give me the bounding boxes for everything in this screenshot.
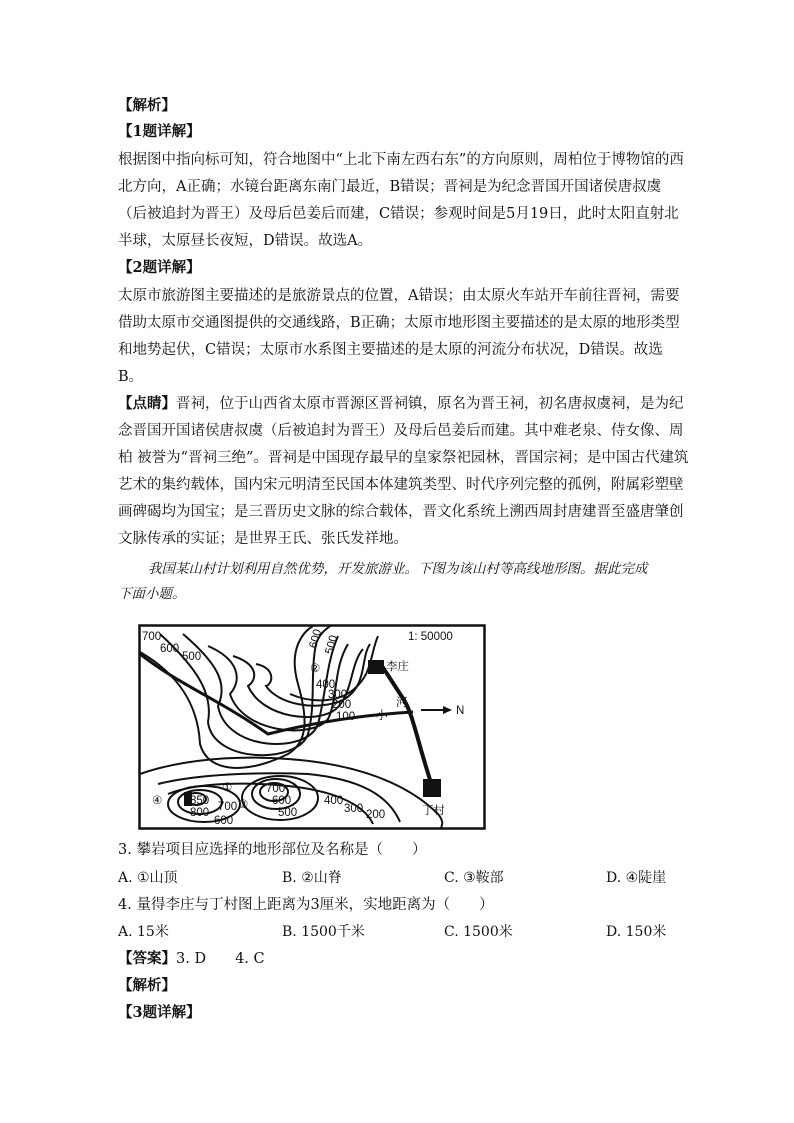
contour-label: 600 bbox=[160, 643, 180, 655]
answer-tag: 【答案】 bbox=[118, 950, 176, 967]
marker-2: ② bbox=[310, 663, 321, 675]
contour-label: 300 bbox=[344, 803, 364, 815]
river-label: 小 bbox=[376, 710, 388, 722]
tip-text-line: 柏 被誉为“晋祠三绝”。晋祠是中国现存最早的皇家祭祀园林，晋国宗祠；是中国古代建筑 bbox=[118, 450, 689, 466]
contour-label: 700 bbox=[142, 631, 162, 643]
analysis-header: 【解析】 bbox=[118, 977, 176, 994]
village-marker bbox=[423, 779, 441, 797]
question-4-stem: 4. 量得李庄与丁村图上距离为3厘米，实地距离为（ ） bbox=[118, 897, 494, 913]
tip-text: 晋祠，位于山西省太原市晋源区晋祠镇，原名为晋王祠，初名唐叔虞祠，是为纪 bbox=[176, 396, 684, 412]
village-label: 丁村 bbox=[422, 805, 445, 817]
tip-tag: 【点睛】 bbox=[118, 395, 176, 412]
tip-paragraph-line bbox=[118, 394, 684, 414]
question-3-stem: 3. 攀岩项目应选择的地形部位及名称是（ ） bbox=[118, 842, 427, 858]
contour-label: 500 bbox=[323, 633, 341, 656]
contour-label: 500 bbox=[278, 807, 298, 819]
north-label: N bbox=[456, 705, 465, 717]
contour-label: 400 bbox=[316, 679, 336, 691]
q1-detail-header: 【1题详解】 bbox=[118, 123, 201, 140]
contour-label: 100 bbox=[336, 711, 356, 723]
contour-label: 200 bbox=[332, 699, 352, 711]
contour-label: 800 bbox=[190, 807, 210, 819]
marker-4: ④ bbox=[152, 795, 163, 807]
q4-option-c[interactable]: C. 1500米 bbox=[444, 924, 513, 940]
contour-label: 300 bbox=[328, 689, 348, 701]
river-label: 河 bbox=[396, 697, 408, 709]
contour-label: 700 bbox=[266, 783, 286, 795]
contour-label: 600 bbox=[272, 795, 292, 807]
q3-option-d[interactable]: D. ④陡崖 bbox=[606, 870, 667, 886]
q4-option-d[interactable]: D. 150米 bbox=[606, 924, 667, 940]
q3-detail-header: 【3题详解】 bbox=[118, 1004, 201, 1021]
q2-text-line: B。 bbox=[118, 369, 144, 385]
answer-text: 3. D 4. C bbox=[176, 951, 265, 967]
marker-1: ① bbox=[222, 782, 233, 794]
contour-map bbox=[138, 624, 486, 830]
q1-text-line: 根据图中指向标可知，符合地图中“上北下南左西右东”的方向原则，周柏位于博物馆的西 bbox=[118, 152, 684, 168]
village-label: 李庄 bbox=[386, 661, 409, 673]
peak-elevation: 850 bbox=[190, 795, 210, 807]
contour-label: 600 bbox=[214, 815, 234, 827]
contour-label: 600 bbox=[307, 627, 325, 650]
contour-label: 200 bbox=[366, 809, 386, 821]
q2-text-line: 太原市旅游图主要描述的是旅游景点的位置，A错误；由太原火车站开车前往晋祠，需要 bbox=[118, 288, 680, 304]
tip-text-line: 念晋国开国诸侯唐叔虞（后被追封为晋王）及母后邑姜后而建。其中难老泉、侍女像、周 bbox=[118, 423, 684, 439]
q1-text-line: （后被追封为晋王）及母后邑姜后而建，C错误；参观时间是5月19日，此时太阳直射北 bbox=[118, 206, 679, 222]
q1-text-line: 北方向，A正确；水镜台距离东南门最近，B错误；晋祠是为纪念晋国开国诸侯唐叔虞 bbox=[118, 179, 662, 195]
tip-text-line: 画碑碣均为国宝；是三晋历史文脉的综合载体，晋文化系统上溯西周封唐建晋至盛唐肇创 bbox=[118, 504, 684, 520]
contour-label: 400 bbox=[324, 795, 344, 807]
tip-text-line: 艺术的集约载体，国内宋元明清至民国本体建筑类型、时代序列完整的孤例，附属彩塑壁 bbox=[118, 477, 684, 493]
q4-option-a[interactable]: A. 15米 bbox=[118, 924, 169, 940]
contour-label: 700 bbox=[218, 801, 238, 813]
q2-text-line: 和地势起伏，C错误；太原市水系图主要描述的是太原的河流分布状况，D错误。故选 bbox=[118, 342, 663, 358]
q3-option-a[interactable]: A. ①山顶 bbox=[118, 870, 178, 886]
q3-option-c[interactable]: C. ③鞍部 bbox=[444, 870, 504, 886]
q2-text-line: 借助太原市交通图提供的交通线路，B正确；太原市地形图主要描述的是太原的地形类型 bbox=[118, 315, 680, 331]
analysis-header: 【解析】 bbox=[118, 97, 176, 114]
tip-text-line: 文脉传承的实证；是世界王氏、张氏发祥地。 bbox=[118, 531, 408, 547]
question-stem-line: 下面小题。 bbox=[118, 586, 186, 602]
marker-3: ③ bbox=[238, 799, 249, 811]
q1-text-line: 半球，太原昼长夜短，D错误。故选A。 bbox=[118, 233, 373, 249]
q2-detail-header: 【2题详解】 bbox=[118, 259, 201, 276]
q4-option-b[interactable]: B. 1500千米 bbox=[282, 924, 365, 940]
q3-option-b[interactable]: B. ②山脊 bbox=[282, 870, 342, 886]
map-scale: 1: 50000 bbox=[408, 631, 453, 643]
question-stem-line: 我国某山村计划利用自然优势，开发旅游业。下图为该山村等高线地形图。据此完成 bbox=[148, 561, 648, 577]
answer-line bbox=[118, 949, 678, 969]
village-marker bbox=[368, 660, 384, 674]
contour-label: 500 bbox=[182, 651, 202, 663]
